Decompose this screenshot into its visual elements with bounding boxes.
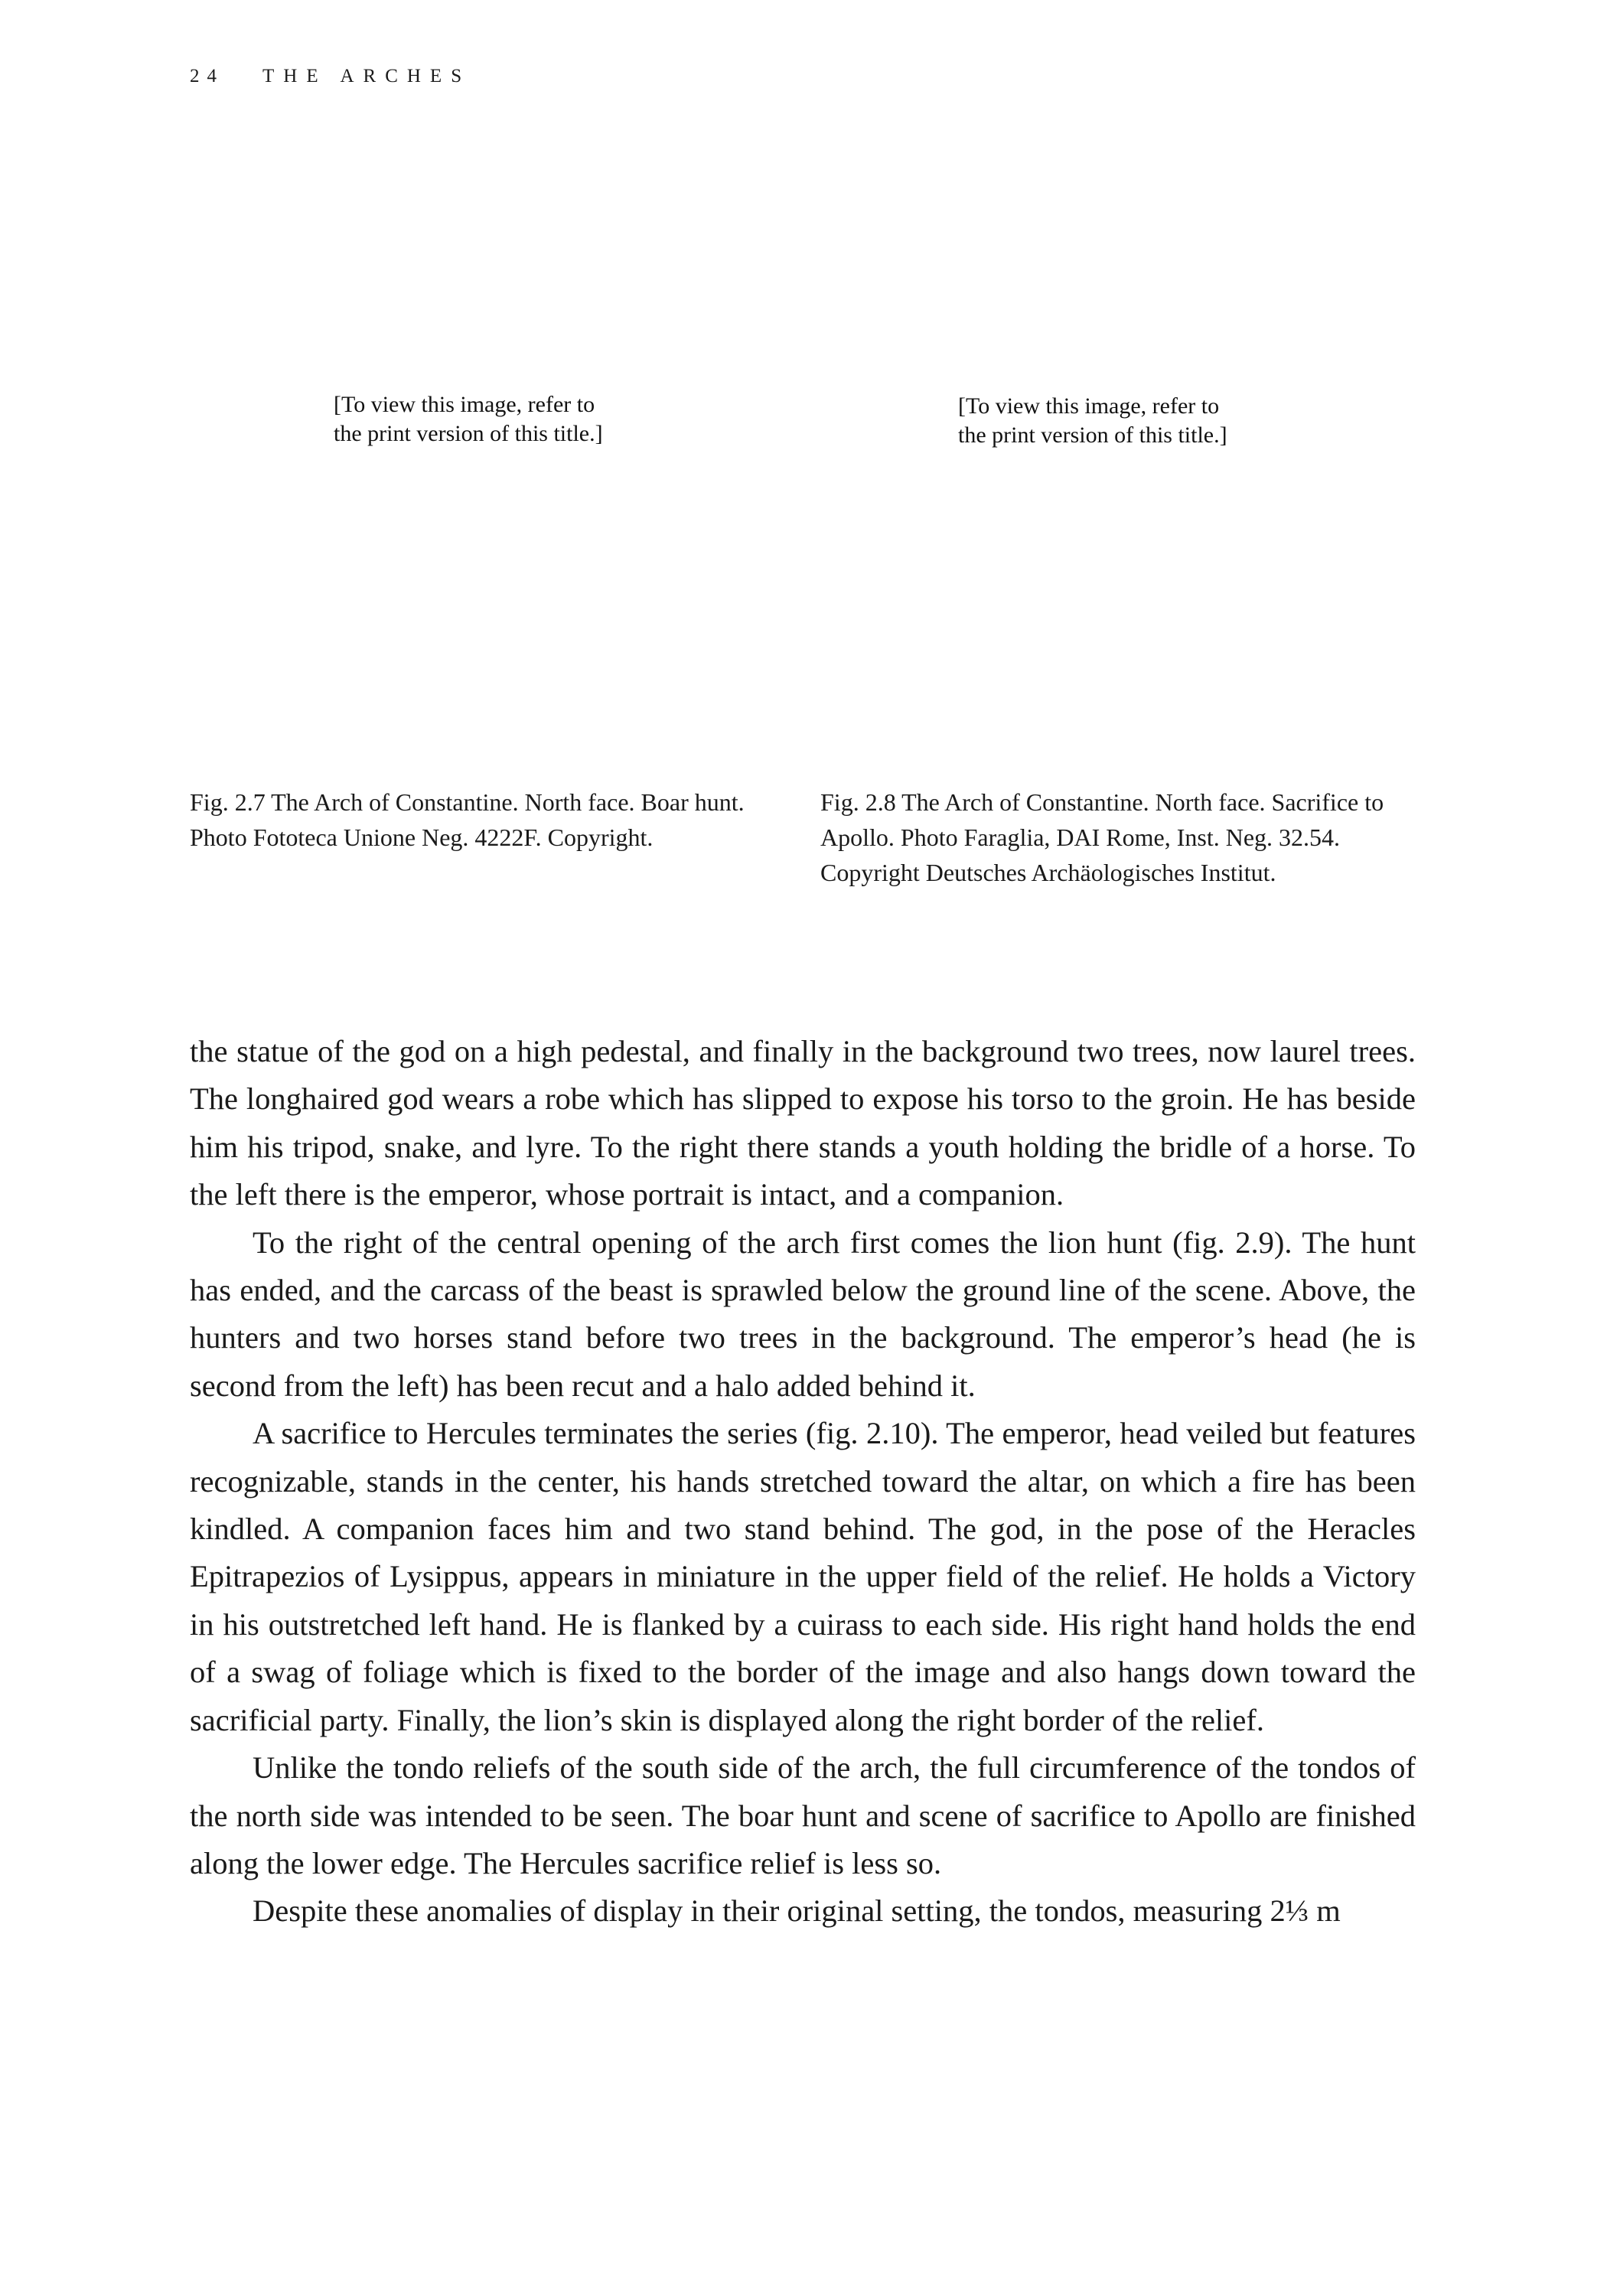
figure-2-7-caption: Fig. 2.7 The Arch of Constantine. North face. Boar hunt. Photo Fototeca Unione Neg. 4222F. Copyright.: [190, 788, 745, 851]
paragraph: Unlike the tondo reliefs of the south side of the arch, the full circumference of the tondos of the north side was intended to be seen. The boar hunt and scene of sacrifice to Apollo are finished along the lower edge. The Hercules sacrifice relief is less so.: [190, 1750, 1416, 1880]
paragraph: To the right of the central opening of the arch first comes the lion hunt (fig. 2.9). The hunt has ended, and the carcass of the beast is sprawled below the ground line of the scene. Above, the hunters and two horses stand before two trees in the background. The emperor’s head (he is second from the left) has been recut and a halo added behind it.: [190, 1225, 1416, 1403]
body-text: [190, 1028, 1416, 1936]
running-title: THE ARCHES: [262, 66, 471, 86]
figure-placeholder-text: [To view this image, refer to the print version of this title.]: [334, 392, 603, 446]
figure-2-8-image-placeholder: [958, 392, 1227, 450]
page-number: 24: [190, 66, 224, 86]
paragraph: A sacrifice to Hercules terminates the series (fig. 2.10). The emperor, head veiled but features recognizable, stands in the center, his hands stretched toward the altar, on which a fire has been kindled. A companion faces him and two stand behind. The god, in the pose of the Heracles Epitrapezios of Lysippus, appears in miniature in the upper field of the relief. He holds a Victory in his outstretched left hand. He is flanked by a cuirass to each side. His right hand holds the end of a swag of foliage which is fixed to the border of the image and also hangs down toward the sacrificial party. Finally, the lion’s skin is displayed along the right border of the relief.: [190, 1416, 1416, 1737]
paragraph: Despite these anomalies of display in their original setting, the tondos, measuring 2⅓ m: [253, 1893, 1341, 1929]
running-head: [190, 66, 471, 87]
figure-2-7-image-placeholder: [334, 390, 603, 448]
figure-placeholder-text: [To view this image, refer to the print version of this title.]: [958, 393, 1227, 448]
paragraph: the statue of the god on a high pedestal, and finally in the background two trees, now laurel trees. The longhaired god wears a robe which has slipped to expose his torso to the groin. He has beside him his tripod, snake, and lyre. To the right there stands a youth holding the bridle of a horse. To the left there is the emperor, whose portrait is intact, and a companion.: [190, 1034, 1416, 1212]
figure-2-8-caption: Fig. 2.8 The Arch of Constantine. North face. Sacrifice to Apollo. Photo Faraglia, DAI Rome, Inst. Neg. 32.54. Copyright Deutsches Archäologisches Institut.: [820, 788, 1384, 886]
